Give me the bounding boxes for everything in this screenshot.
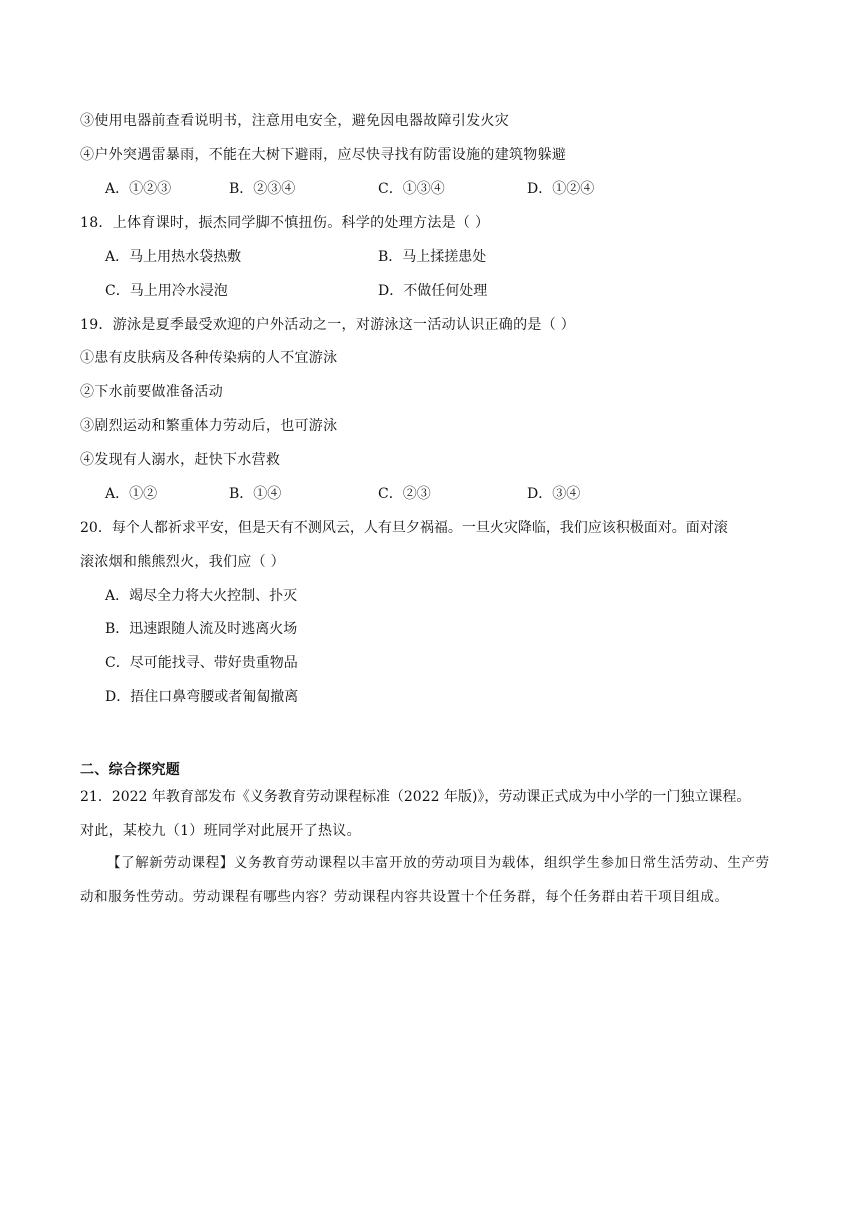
q19-item-2: ②下水前要做准备活动 [80, 384, 223, 400]
q20-option-d[interactable]: D．捂住口鼻弯腰或者匍匐撤离 [105, 689, 299, 705]
q17-option-b[interactable]: B．②③④ [229, 181, 296, 197]
q20-option-b[interactable]: B．迅速跟随人流及时逃离火场 [105, 621, 298, 637]
q20-stem-line-1: 20．每个人都祈求平安，但是天有不测风云，人有旦夕祸福。一旦火灾降临，我们应该积极面对。面对滚 [80, 520, 728, 536]
q19-item-3: ③剧烈运动和繁重体力劳动后，也可游泳 [80, 418, 338, 434]
q18-stem: 18．上体育课时，振杰同学脚不慎扭伤。科学的处理方法是（ ） [80, 215, 490, 231]
q19-item-1: ①患有皮肤病及各种传染病的人不宜游泳 [80, 350, 338, 366]
q17-item-4: ④户外突遇雷暴雨，不能在大树下避雨，应尽快寻找有防雷设施的建筑物躲避 [80, 147, 567, 163]
section-title: 二、综合探究题 [80, 762, 181, 778]
q18-option-b[interactable]: B．马上揉搓患处 [378, 249, 487, 265]
q19-option-d[interactable]: D．③④ [527, 486, 581, 502]
q21-stem-line-2: 对此，某校九（1）班同学对此展开了热议。 [80, 823, 361, 839]
q17-option-d[interactable]: D．①②④ [527, 181, 595, 197]
q21-stem-line-1: 21．2022 年教育部发布《义务教育劳动课程标准（2022 年版)》，劳动课正式成为中小学的一门独立课程。 [80, 789, 751, 805]
q18-option-d[interactable]: D．不做任何处理 [378, 283, 488, 299]
q19-option-c[interactable]: C．②③ [378, 486, 431, 502]
q17-option-a[interactable]: A．①②③ [105, 181, 172, 197]
q20-option-c[interactable]: C．尽可能找寻、带好贵重物品 [105, 655, 298, 671]
q20-stem-line-2: 滚浓烟和熊熊烈火，我们应（ ） [80, 554, 285, 570]
q20-option-a[interactable]: A．竭尽全力将大火控制、扑灭 [105, 588, 298, 604]
q19-option-a[interactable]: A．①② [105, 486, 158, 502]
q21-paragraph: 【了解新劳动课程】义务教育劳动课程以丰富开放的劳动项目为载体，组织学生参加日常生活劳动、生产劳动和服务性劳动。劳动课程有哪些内容？劳动课程内容共设置十个任务群，每个任务群由若干项目组成。 [80, 855, 770, 905]
q18-option-a[interactable]: A．马上用热水袋热敷 [105, 249, 242, 265]
q19-option-b[interactable]: B．①④ [229, 486, 282, 502]
q18-option-c[interactable]: C．马上用冷水浸泡 [105, 283, 228, 299]
q19-item-4: ④发现有人溺水，赶快下水营救 [80, 452, 281, 468]
q19-stem: 19．游泳是夏季最受欢迎的户外活动之一，对游泳这一活动认识正确的是（ ） [80, 317, 576, 333]
q17-item-3: ③使用电器前查看说明书，注意用电安全，避免因电器故障引发火灾 [80, 113, 509, 129]
q17-option-c[interactable]: C．①③④ [378, 181, 445, 197]
